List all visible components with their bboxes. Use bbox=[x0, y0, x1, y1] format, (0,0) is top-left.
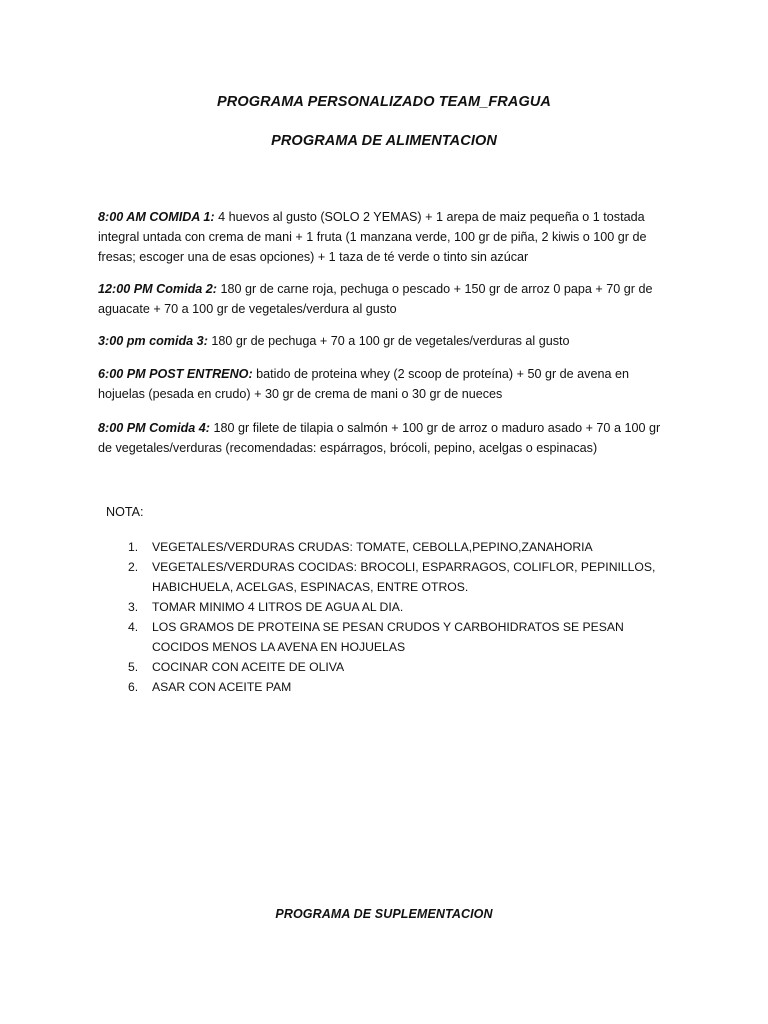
list-item bbox=[128, 597, 668, 617]
list-item-text: COCINAR CON ACEITE DE OLIVA bbox=[152, 660, 345, 674]
meal-description: 4 huevos al gusto (SOLO 2 YEMAS) + 1 arepa de maiz pequeña o 1 tostada integral untada con crema de mani + 1 fruta (1 manzana verde, 100 gr de piña, 2 kiwis o 100 gr de fresas; escoger una de esas opciones) + 1 taza de té verde o tinto sin azúcar bbox=[98, 210, 647, 264]
list-item-text: VEGETALES/VERDURAS COCIDAS: BROCOLI, ESPARRAGOS, COLIFLOR, PEPINILLOS, HABICHUELA, ACELGAS, ESPINACAS, ENTRE OTROS. bbox=[152, 560, 656, 594]
list-item-number: 1. bbox=[128, 540, 139, 554]
meal-description: 180 gr filete de tilapia o salmón + 100 gr de arroz o maduro asado + 70 a 100 gr de vegetales/verduras (recomendadas: espárragos, brócoli, pepino, acelgas o espinacas) bbox=[98, 421, 661, 455]
list-item-text: VEGETALES/VERDURAS CRUDAS: TOMATE, CEBOLLA,PEPINO,ZANAHORIA bbox=[152, 540, 593, 554]
list-item-text: LOS GRAMOS DE PROTEINA SE PESAN CRUDOS Y CARBOHIDRATOS SE PESAN COCIDOS MENOS LA AVENA EN HOJUELAS bbox=[152, 620, 624, 654]
nota-label: NOTA: bbox=[106, 505, 144, 519]
meal-time-label: 8:00 PM Comida 4: bbox=[98, 421, 210, 435]
list-item bbox=[128, 657, 668, 677]
notes-list bbox=[128, 537, 668, 697]
meal-entry bbox=[98, 331, 668, 351]
list-item-text: TOMAR MINIMO 4 LITROS DE AGUA AL DIA. bbox=[152, 600, 404, 614]
meal-time-label: 12:00 PM Comida 2: bbox=[98, 282, 217, 296]
list-item bbox=[128, 557, 668, 597]
list-item bbox=[128, 677, 668, 697]
list-item-text: ASAR CON ACEITE PAM bbox=[152, 680, 292, 694]
meal-time-label: 8:00 AM COMIDA 1: bbox=[98, 210, 215, 224]
meal-entry bbox=[98, 207, 668, 267]
meal-time-label: 3:00 pm comida 3: bbox=[98, 334, 208, 348]
meal-description: batido de proteina whey (2 scoop de proteína) + 50 gr de avena en hojuelas (pesada en crudo) + 30 gr de crema de mani o 30 gr de nueces bbox=[98, 367, 629, 401]
list-item-number: 5. bbox=[128, 660, 139, 674]
meal-description: 180 gr de carne roja, pechuga o pescado + 150 gr de arroz 0 papa + 70 gr de aguacate + 70 a 100 gr de vegetales/verdura al gusto bbox=[98, 282, 653, 316]
list-item-number: 3. bbox=[128, 600, 139, 614]
list-item bbox=[128, 537, 668, 557]
meal-entry bbox=[98, 364, 668, 404]
list-item bbox=[128, 617, 668, 657]
section-title-suplementacion: PROGRAMA DE SUPLEMENTACION bbox=[275, 907, 493, 921]
list-item-number: 6. bbox=[128, 680, 139, 694]
meal-time-label: 6:00 PM POST ENTRENO: bbox=[98, 367, 253, 381]
section-title-alimentacion: PROGRAMA DE ALIMENTACION bbox=[271, 133, 497, 149]
list-item-number: 4. bbox=[128, 620, 139, 634]
meal-entry bbox=[98, 279, 668, 319]
list-item-number: 2. bbox=[128, 560, 139, 574]
meal-description: 180 gr de pechuga + 70 a 100 gr de vegetales/verduras al gusto bbox=[207, 334, 570, 348]
meal-entry bbox=[98, 418, 668, 458]
document-title: PROGRAMA PERSONALIZADO TEAM_FRAGUA bbox=[217, 94, 551, 110]
